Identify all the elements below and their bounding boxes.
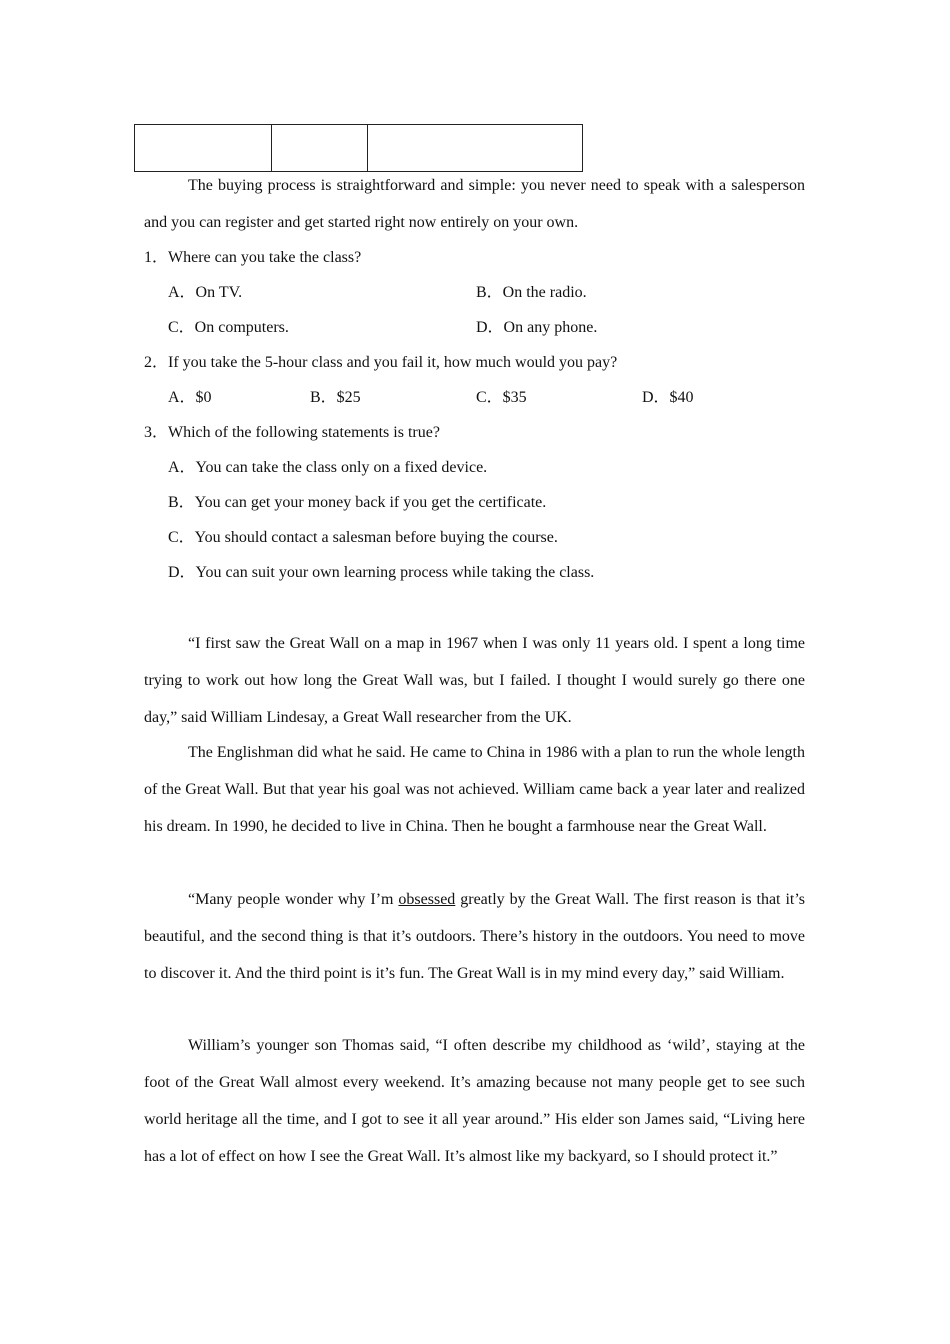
question-1-stem: 1．Where can you take the class? — [144, 249, 362, 266]
table-cell — [272, 125, 368, 172]
question-2-option-b: B．$25 — [310, 389, 361, 406]
question-2-stem: 2．If you take the 5-hour class and you fail it, how much would you pay? — [144, 354, 618, 371]
question-2-option-a: A．$0 — [168, 389, 212, 406]
empty-table — [134, 124, 583, 172]
underlined-word: obsessed — [398, 891, 456, 908]
question-3-option-b: B．You can get your money back if you get the certificate. — [168, 494, 547, 511]
question-1-option-d: D．On any phone. — [476, 319, 598, 336]
intro-paragraph: The buying process is straightforward and simple: you never need to speak with a salesperson and you can register and get started right now entirely on your own. — [144, 177, 805, 231]
question-1-option-b: B．On the radio. — [476, 284, 587, 301]
passage-paragraph-4: William’s younger son Thomas said, “I often describe my childhood as ‘wild’, staying at the foot of the Great Wall almost every weekend. It’s amazing because not many people get to see such world heritage all the time, and I got to see it all year around.” His elder son James said, “Living here has a lot of effect on how I see the Great Wall. It’s almost like my backyard, so I should protect it.” — [144, 1037, 805, 1165]
question-1-option-a: A．On TV. — [168, 284, 243, 301]
passage-paragraph-1: “I first saw the Great Wall on a map in 1967 when I was only 11 years old. I spent a long time trying to work out how long the Great Wall was, but I failed. I thought I would surely go there one day,” said William Lindesay, a Great Wall researcher from the UK. — [144, 635, 805, 726]
question-2-option-d: D．$40 — [642, 389, 694, 406]
question-3-stem: 3．Which of the following statements is true? — [144, 424, 440, 441]
passage-paragraph-3 — [144, 881, 805, 992]
passage-paragraph-2: The Englishman did what he said. He came to China in 1986 with a plan to run the whole length of the Great Wall. But that year his goal was not achieved. William came back a year later and realized his dream. In 1990, he decided to live in China. Then he bought a farmhouse near the Great Wall. — [144, 744, 805, 835]
question-1-option-c: C．On computers. — [168, 319, 289, 336]
table-row — [135, 125, 583, 172]
question-2-option-c: C．$35 — [476, 389, 527, 406]
paragraph-text: “Many people wonder why I’m — [188, 891, 399, 908]
table-cell — [135, 125, 272, 172]
question-3-option-d: D．You can suit your own learning process while taking the class. — [168, 564, 595, 581]
table-cell — [368, 125, 583, 172]
question-3-option-c: C．You should contact a salesman before buying the course. — [168, 529, 558, 546]
question-3-option-a: A．You can take the class only on a fixed device. — [168, 459, 488, 476]
paragraph-text: greatly by the Great Wall. The first reason is that it’s beautiful, and the second thing is that it’s outdoors. There’s history in the outdoors. You need to move to discover it. And the third point is it’s fun. The Great Wall is in my mind every day,” said William. — [144, 891, 806, 982]
